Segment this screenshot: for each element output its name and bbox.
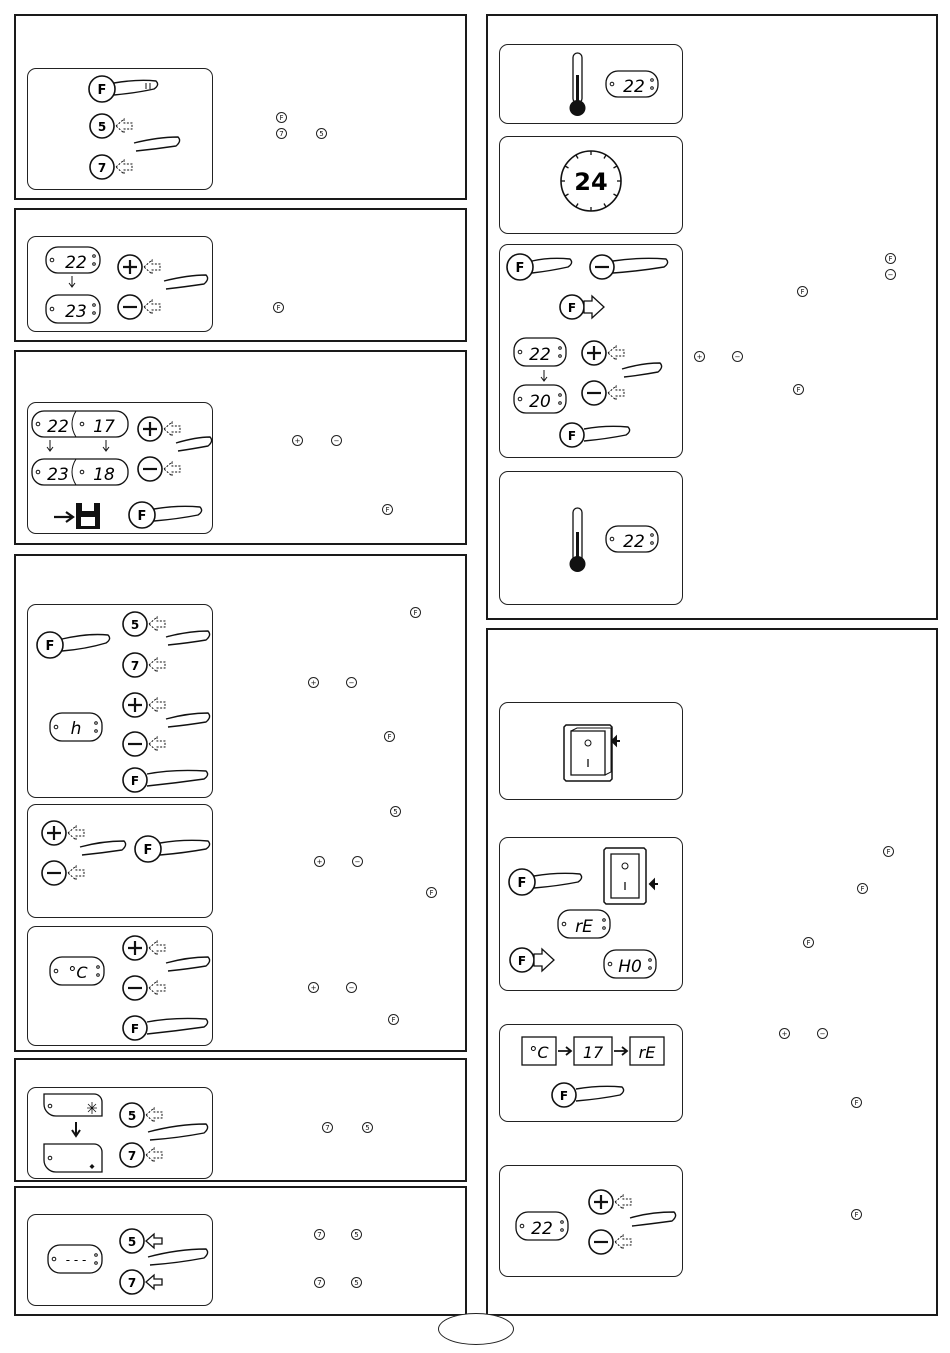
display-23-18 — [32, 459, 128, 485]
power-switch-illustration — [500, 703, 684, 801]
svg-text:22: 22 — [47, 417, 69, 437]
svg-text:23: 23 — [47, 465, 69, 485]
indicator-light-illustration — [28, 1088, 214, 1180]
ref-minus-icon: − — [352, 856, 363, 867]
display-h — [50, 713, 102, 741]
f-key-pressed[interactable] — [123, 1016, 208, 1040]
panel-clock-24 — [499, 136, 683, 234]
svg-text:5: 5 — [127, 1235, 137, 1249]
f-key-pressed[interactable] — [552, 1083, 624, 1107]
ref-minus-icon: − — [732, 351, 743, 362]
ref-plus-icon: + — [308, 677, 319, 688]
seven-key[interactable] — [123, 653, 165, 677]
plus-key[interactable] — [42, 821, 84, 845]
plus-key[interactable] — [589, 1190, 631, 1214]
svg-text:rE: rE — [638, 1043, 656, 1062]
f-key-pressed[interactable] — [560, 423, 630, 447]
final-adjust-illustration — [500, 1166, 684, 1278]
svg-text:°C: °C — [68, 963, 88, 982]
f-key-pressed[interactable] — [123, 768, 208, 792]
display-22 — [606, 526, 658, 552]
ref-minus-icon: − — [331, 435, 342, 446]
svg-text:17: 17 — [582, 1043, 604, 1062]
svg-text:°C: °C — [529, 1043, 549, 1062]
minus-key[interactable] — [123, 976, 165, 1000]
f-key-pressed[interactable] — [135, 836, 210, 862]
svg-text:18: 18 — [93, 465, 115, 485]
svg-text:20: 20 — [529, 392, 551, 412]
panel-indicator-light — [27, 1087, 213, 1179]
svg-text:F: F — [515, 261, 525, 276]
svg-text:F: F — [517, 954, 527, 968]
ref-f-icon: F — [388, 1014, 399, 1025]
ref-minus-icon: − — [885, 269, 896, 280]
svg-text:7: 7 — [130, 659, 140, 673]
svg-text:F: F — [567, 429, 577, 443]
minus-key[interactable] — [42, 861, 84, 885]
thermometer-illustration — [500, 45, 684, 125]
svg-text:22: 22 — [623, 532, 645, 552]
ref-f-icon: F — [384, 731, 395, 742]
panel-config-adjust — [27, 804, 213, 918]
svg-text:H0: H0 — [618, 957, 642, 977]
svg-text:5: 5 — [127, 1109, 137, 1123]
plus-key[interactable] — [118, 255, 160, 279]
ref-plus-icon: + — [292, 435, 303, 446]
svg-text:F: F — [567, 301, 577, 315]
ref-seven-icon: 7 — [314, 1229, 325, 1240]
ref-f-icon: F — [851, 1209, 862, 1220]
mode-sequence-illustration — [500, 1025, 684, 1123]
floppy-disk-icon — [76, 503, 100, 529]
f-key-pressed[interactable] — [89, 76, 158, 102]
ref-f-icon: F — [851, 1097, 862, 1108]
display-light-blinking — [44, 1094, 102, 1116]
svg-text:F: F — [97, 83, 107, 98]
ref-minus-icon: − — [817, 1028, 828, 1039]
unlock-illustration — [28, 69, 214, 191]
ref-f-icon: F — [797, 286, 808, 297]
ref-minus-icon: − — [346, 677, 357, 688]
thermometer-illustration — [500, 472, 684, 606]
minus-key-pressed[interactable] — [590, 255, 668, 279]
minus-key[interactable] — [582, 381, 624, 405]
plus-key[interactable] — [138, 417, 180, 441]
display-light-steady — [44, 1144, 102, 1172]
display-dashes — [48, 1245, 102, 1273]
seq-display-17 — [574, 1037, 612, 1065]
set-save-illustration — [28, 403, 214, 535]
svg-text:5: 5 — [97, 120, 107, 134]
f-key-pressed[interactable] — [509, 869, 582, 895]
panel-final-adjust — [499, 1165, 683, 1277]
ref-f-icon: F — [276, 112, 287, 123]
svg-text:17: 17 — [93, 417, 115, 437]
panel-power-switch — [499, 702, 683, 800]
five-key[interactable] — [120, 1103, 162, 1127]
config-celsius-illustration — [28, 927, 214, 1047]
panel-config-celsius — [27, 926, 213, 1046]
minus-key[interactable] — [589, 1230, 631, 1254]
ref-f-icon: F — [273, 302, 284, 313]
svg-text:F: F — [143, 843, 153, 858]
ref-five-icon: 5 — [316, 128, 327, 139]
ref-f-icon: F — [885, 253, 896, 264]
rocker-switch-icon[interactable] — [604, 848, 658, 904]
clock-illustration — [500, 137, 684, 235]
ref-five-icon: 5 — [351, 1277, 362, 1288]
svg-text:22: 22 — [65, 253, 87, 273]
seven-key[interactable] — [90, 155, 132, 179]
ref-five-icon: 5 — [351, 1229, 362, 1240]
display-22 — [514, 338, 566, 366]
thermometer-icon — [570, 508, 586, 572]
svg-text:F: F — [45, 639, 55, 654]
f-key-pressed[interactable] — [129, 502, 202, 528]
panel-reset-sequence — [499, 837, 683, 991]
svg-text:- - -: - - - — [65, 1253, 87, 1267]
ref-plus-icon: + — [779, 1028, 790, 1039]
svg-text:F: F — [130, 774, 140, 788]
ref-plus-icon: + — [314, 856, 325, 867]
seven-key[interactable] — [120, 1270, 162, 1294]
svg-text:F: F — [517, 876, 527, 891]
ref-five-icon: 5 — [390, 806, 401, 817]
panel-temperature-lower — [499, 244, 683, 458]
f-key-release[interactable] — [560, 295, 604, 319]
display-23 — [46, 295, 100, 323]
temp-adjust-illustration — [28, 237, 214, 333]
ref-seven-icon: 7 — [314, 1277, 325, 1288]
seven-key[interactable] — [120, 1143, 162, 1167]
svg-text:F: F — [137, 509, 147, 524]
f-key-pressed[interactable] — [507, 254, 572, 280]
ref-plus-icon: + — [308, 982, 319, 993]
display-22-17 — [32, 411, 128, 437]
five-key[interactable] — [120, 1229, 162, 1253]
minus-key[interactable] — [138, 457, 180, 481]
seq-display-celsius — [522, 1037, 556, 1065]
svg-text:5: 5 — [130, 618, 140, 632]
save-arrow-icon — [54, 512, 73, 522]
f-key-release[interactable] — [510, 948, 554, 972]
ref-five-icon: 5 — [362, 1122, 373, 1133]
display-22 — [46, 247, 100, 273]
ref-f-icon: F — [883, 846, 894, 857]
svg-text:rE: rE — [575, 917, 593, 937]
seq-display-rE — [630, 1037, 664, 1065]
svg-text:7: 7 — [97, 161, 107, 175]
ref-f-icon: F — [803, 937, 814, 948]
panel-config-hours — [27, 604, 213, 798]
ref-plus-icon: + — [694, 351, 705, 362]
svg-text:F: F — [130, 1022, 140, 1036]
ref-f-icon: F — [793, 384, 804, 395]
clock-24h-icon — [561, 151, 621, 211]
ref-f-icon: F — [382, 504, 393, 515]
svg-text:F: F — [559, 1089, 569, 1103]
svg-text:23: 23 — [65, 302, 87, 322]
dashes-lock-illustration — [28, 1215, 214, 1307]
panel-dashes-lock — [27, 1214, 213, 1306]
config-adjust-illustration — [28, 805, 214, 919]
temperature-lower-illustration — [500, 245, 684, 459]
reset-sequence-illustration — [500, 838, 684, 992]
display-H0 — [604, 950, 656, 978]
config-hours-illustration — [28, 605, 214, 799]
plus-key[interactable] — [123, 936, 165, 960]
ref-f-icon: F — [857, 883, 868, 894]
minus-key[interactable] — [123, 732, 165, 756]
ref-seven-icon: 7 — [322, 1122, 333, 1133]
display-celsius — [50, 957, 104, 985]
panel-thermometer-top — [499, 44, 683, 124]
panel-mode-sequence — [499, 1024, 683, 1122]
panel-thermometer-bottom — [499, 471, 683, 605]
panel-unlock-keys — [27, 68, 213, 190]
ref-seven-icon: 7 — [276, 128, 287, 139]
clock-value: 24 — [574, 168, 608, 196]
display-rE — [558, 910, 610, 938]
svg-text:h: h — [70, 719, 82, 739]
svg-text:22: 22 — [531, 1219, 553, 1239]
svg-text:7: 7 — [127, 1276, 137, 1290]
panel-temperature-adjust — [27, 236, 213, 332]
five-key[interactable] — [123, 612, 165, 636]
panel-set-and-save — [27, 402, 213, 534]
ref-f-icon: F — [426, 887, 437, 898]
display-22 — [516, 1212, 568, 1240]
plus-key[interactable] — [123, 693, 165, 717]
minus-key[interactable] — [118, 295, 160, 319]
f-key-pressed[interactable] — [37, 632, 110, 658]
thermometer-icon — [570, 53, 586, 116]
plus-key[interactable] — [582, 341, 624, 365]
ref-minus-icon: − — [346, 982, 357, 993]
five-key[interactable] — [90, 114, 132, 138]
svg-text:22: 22 — [623, 77, 645, 97]
page-number-oval — [438, 1313, 514, 1345]
display-20 — [514, 385, 566, 413]
rocker-switch-icon[interactable] — [564, 725, 612, 781]
ref-f-icon: F — [410, 607, 421, 618]
svg-text:22: 22 — [529, 345, 551, 365]
display-22 — [606, 71, 658, 97]
svg-text:7: 7 — [127, 1149, 137, 1163]
